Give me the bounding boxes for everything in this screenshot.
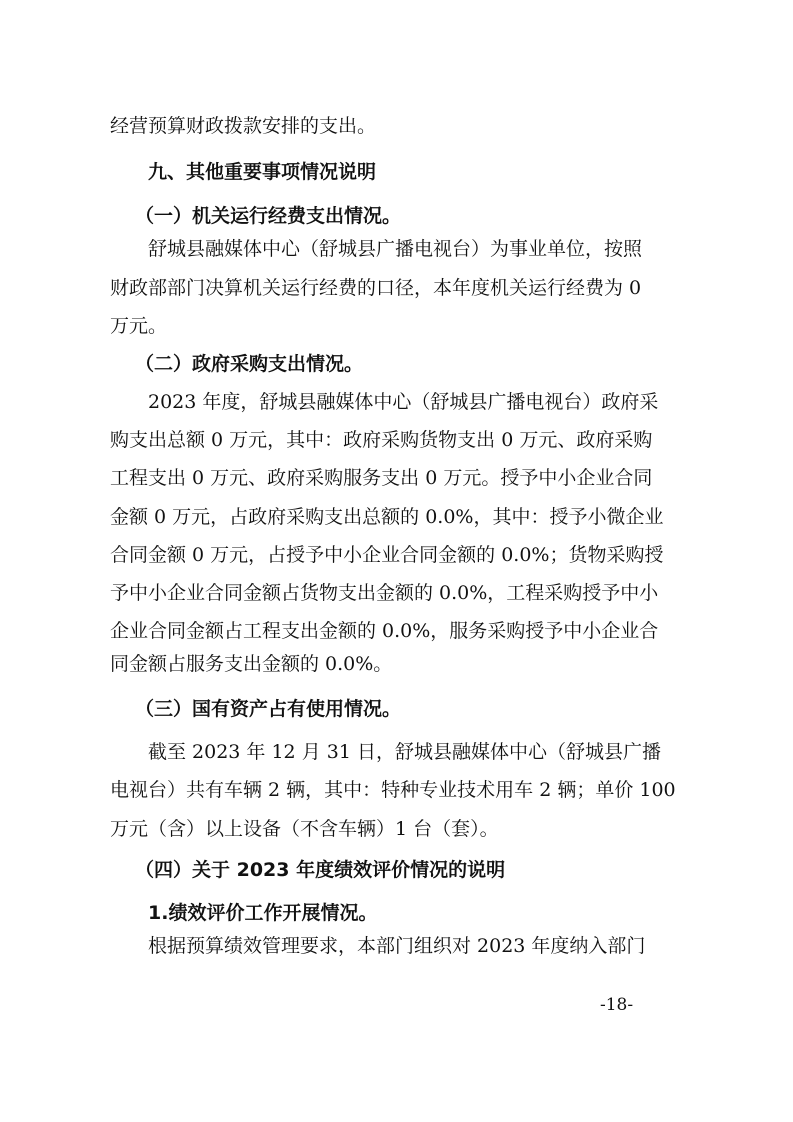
paragraph-line: 购支出总额 0 万元，其中：政府采购货物支出 0 万元、政府采购 xyxy=(110,429,653,451)
page-number: -18- xyxy=(600,995,634,1015)
paragraph-line: 万元。 xyxy=(110,315,168,337)
paragraph-line: 予中小企业合同金额占货物支出金额的 0.0%，工程采购授予中小 xyxy=(110,582,659,604)
paragraph-line: 财政部部门决算机关运行经费的口径，本年度机关运行经费为 0 xyxy=(110,277,642,299)
paragraph-line: 根据预算绩效管理要求，本部门组织对 2023 年度纳入部门 xyxy=(148,935,646,957)
numbered-heading: 1.绩效评价工作开展情况。 xyxy=(148,902,378,924)
paragraph-line: 金额 0 万元，占政府采购支出总额的 0.0%，其中：授予小微企业 xyxy=(110,506,664,528)
subsection-heading: （二）政府采购支出情况。 xyxy=(135,353,364,375)
paragraph-line: 企业合同金额占工程支出金额的 0.0%，服务采购授予中小企业合 xyxy=(110,620,659,642)
section-heading: 九、其他重要事项情况说明 xyxy=(148,161,377,183)
paragraph-line: 截至 2023 年 12 月 31 日，舒城县融媒体中心（舒城县广播 xyxy=(148,741,661,763)
subsection-heading: （一）机关运行经费支出情况。 xyxy=(135,205,402,227)
paragraph-line: 电视台）共有车辆 2 辆，其中：特种专业技术用车 2 辆；单价 100 xyxy=(110,779,676,801)
subsection-heading: （三）国有资产占有使用情况。 xyxy=(135,698,402,720)
subsection-heading: （四）关于 2023 年度绩效评价情况的说明 xyxy=(135,859,506,881)
paragraph-line: 同金额占服务支出金额的 0.0%。 xyxy=(110,653,393,675)
paragraph-line: 2023 年度，舒城县融媒体中心（舒城县广播电视台）政府采 xyxy=(148,391,659,413)
paragraph-line: 经营预算财政拨款安排的支出。 xyxy=(110,115,377,137)
paragraph-line: 舒城县融媒体中心（舒城县广播电视台）为事业单位，按照 xyxy=(148,238,643,260)
paragraph-line: 工程支出 0 万元、政府采购服务支出 0 万元。授予中小企业合同 xyxy=(110,467,653,489)
paragraph-line: 万元（含）以上设备（不含车辆）1 台（套）。 xyxy=(110,818,499,840)
paragraph-line: 合同金额 0 万元，占授予中小企业合同金额的 0.0%；货物采购授 xyxy=(110,544,664,566)
